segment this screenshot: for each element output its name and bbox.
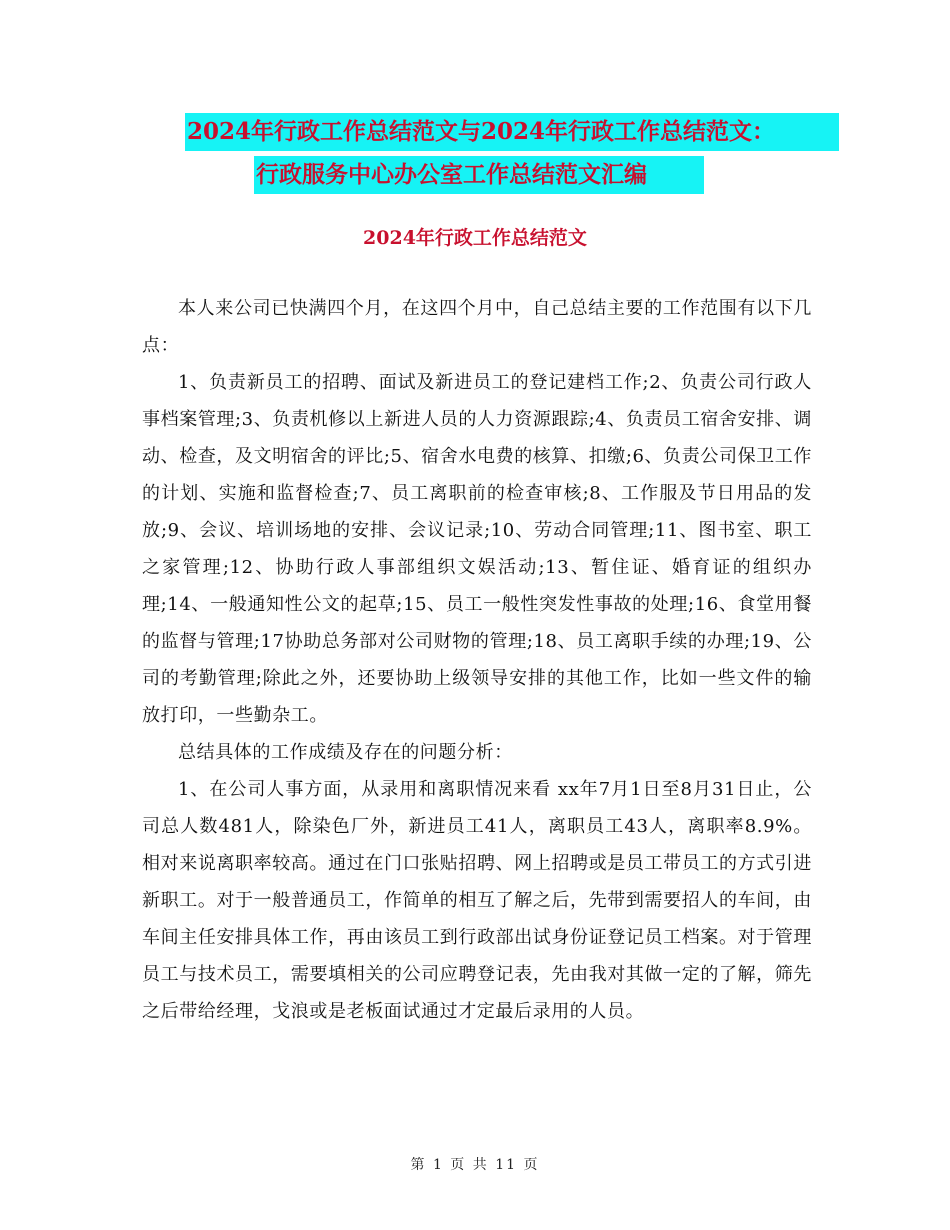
page-footer: 第 1 页 共 11 页 bbox=[410, 1157, 540, 1173]
document-title-line-1: 2024年行政工作总结范文与2024年行政工作总结范文： bbox=[185, 113, 839, 151]
body-text bbox=[142, 290, 812, 1030]
section-heading: 2024年行政工作总结范文 bbox=[363, 227, 587, 249]
paragraph: 1、在公司人事方面，从录用和离职情况来看 xx年7月1日至8月31日止，公司总人数481人，除染色厂外，新进员工41人，离职员工43人，离职率8.9%。相对来说离职率较高。通过在门口张贴招聘、网上招聘或是员工带员工的方式引进新职工。对于一般普通员工，作简单的相互了解之后，先带到需要招人的车间，由车间主任安排具体工作，再由该员工到行政部出试身份证登记员工档案。对于管理员工与技术员工，需要填相关的公司应聘登记表，先由我对其做一定的了解，筛先之后带给经理，戈浪或是老板面试通过才定最后录用的人员。 bbox=[142, 779, 812, 1022]
paragraph: 1、负责新员工的招聘、面试及新进员工的登记建档工作;2、负责公司行政人事档案管理;3、负责机修以上新进人员的人力资源跟踪;4、负责员工宿舍安排、调动、检查，及文明宿舍的评比;5、宿舍水电费的核算、扣缴;6、负责公司保卫工作的计划、实施和监督检查;7、员工离职前的检查审核;8、工作服及节日用品的发放;9、会议、培训场地的安排、会议记录;10、劳动合同管理;11、图书室、职工之家管理;12、协助行政人事部组织文娱活动;13、暂住证、婚育证的组织办理;14、一般通知性公文的起草;15、员工一般性突发性事故的处理;16、食堂用餐的监督与管理;17协助总务部对公司财物的管理;18、员工离职手续的办理;19、公司的考勤管理;除此之外，还要协助上级领导安排的其他工作，比如一些文件的输放打印，一些勤杂工。 bbox=[142, 372, 812, 726]
document-title-line-2: 行政服务中心办公室工作总结范文汇编 bbox=[254, 156, 704, 194]
paragraph: 本人来公司已快满四个月，在这四个月中，自己总结主要的工作范围有以下几点： bbox=[142, 298, 812, 356]
paragraph: 总结具体的工作成绩及存在的问题分析： bbox=[178, 742, 513, 763]
